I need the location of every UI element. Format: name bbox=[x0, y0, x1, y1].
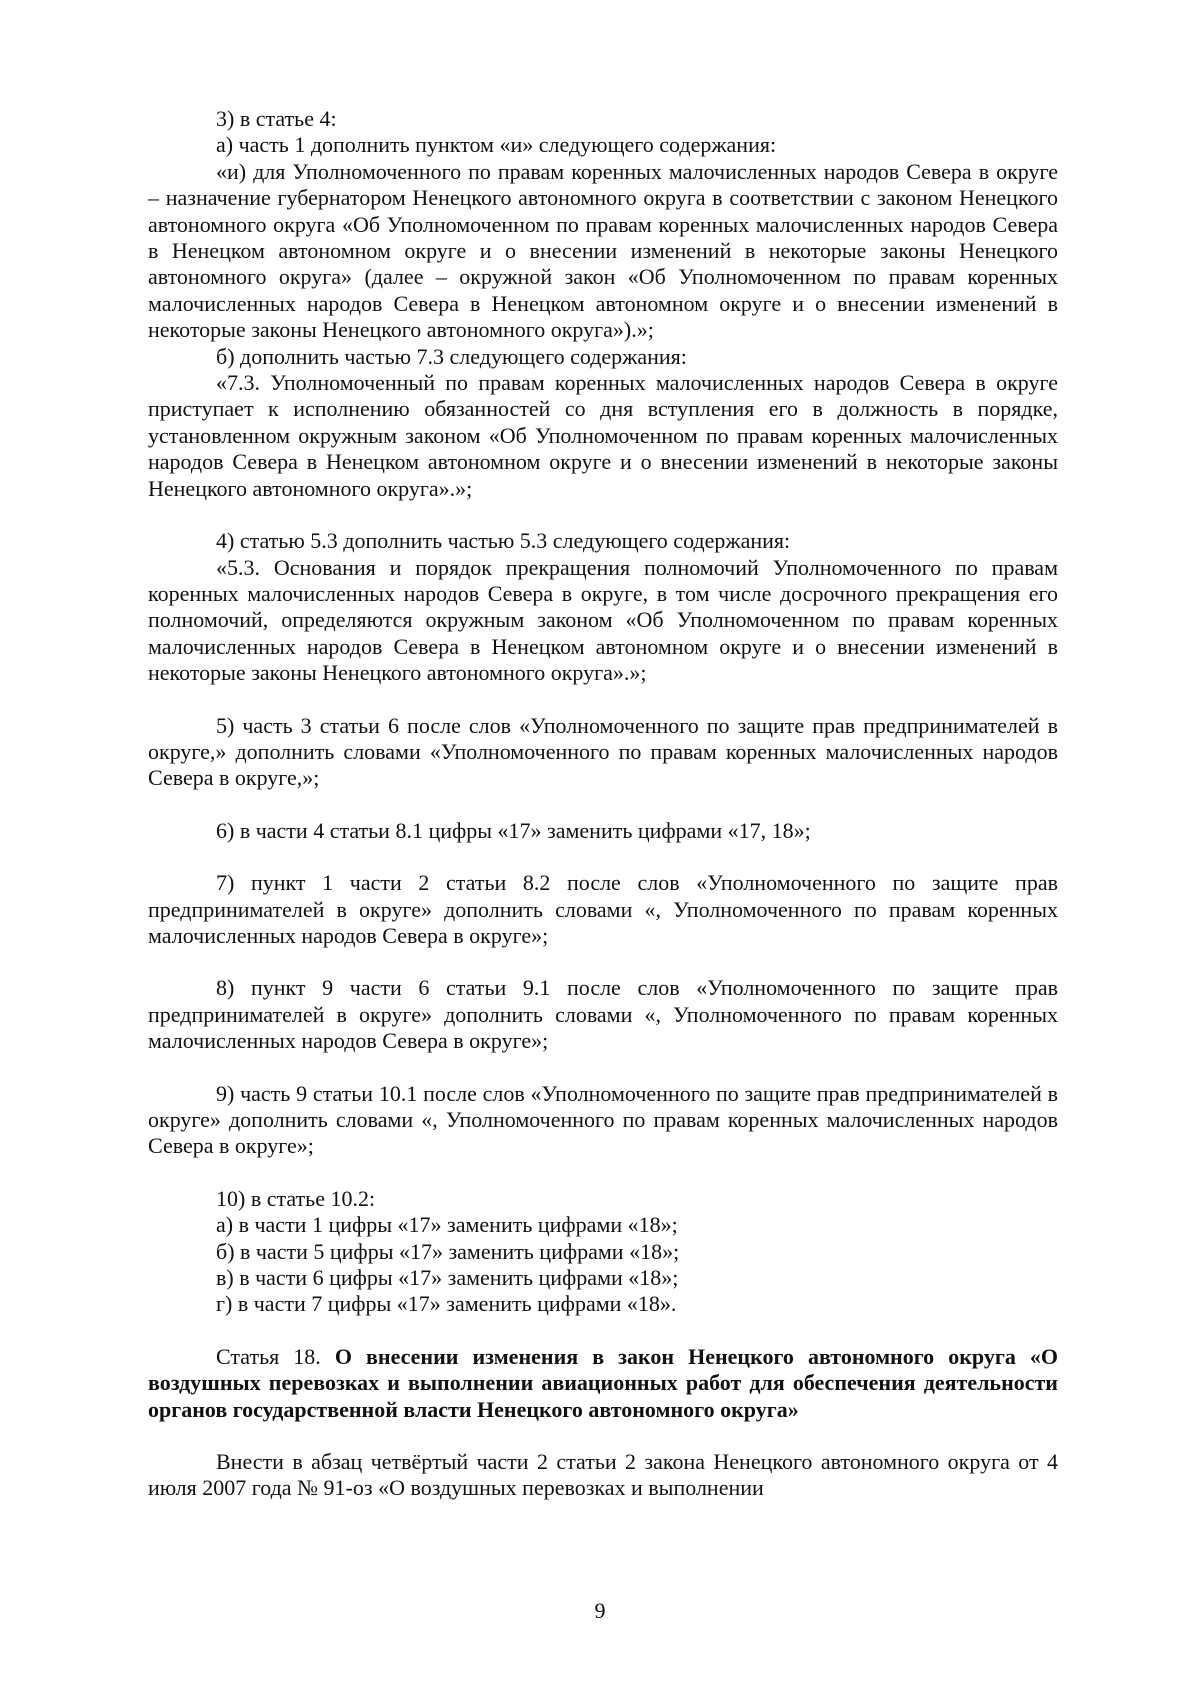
item-3a: а) часть 1 дополнить пунктом «и» следующего содержания: bbox=[216, 132, 777, 158]
item-5: 5) часть 3 статьи 6 после слов «Уполномоченного по защите прав предпринимателей в округе,» дополнить словами «Уполномоченного по правам коренных малочисленных народов Севера в округе,»; bbox=[148, 712, 1058, 791]
item-4: 4) статью 5.3 дополнить частью 5.3 следующего содержания: bbox=[216, 528, 791, 554]
item-10-heading: 10) в статье 10.2: bbox=[216, 1185, 376, 1211]
article-heading bbox=[148, 1344, 1058, 1423]
item-4-quote: «5.3. Основания и порядок прекращения полномочий Уполномоченного по правам коренных малочисленных народов Севера в округе, в том числе досрочного прекращения его полномочий, определяются окружным законом «Об Уполномоченном по правам коренных малочисленных народов Севера в Ненецком автономном округе и о внесении изменений в некоторые законы Ненецкого автономного округа».»; bbox=[148, 554, 1058, 686]
item-3b: б) дополнить частью 7.3 следующего содержания: bbox=[216, 343, 687, 369]
article-number: Статья 18. bbox=[216, 1343, 321, 1369]
item-3b-quote: «7.3. Уполномоченный по правам коренных малочисленных народов Севера в округе приступает к исполнению обязанностей со дня вступления его в должность в порядке, установленном окружным законом «Об Уполномоченном по правам коренных малочисленных народов Севера в Ненецком автономном округе и о внесении изменений в некоторые законы Ненецкого автономного округа».»; bbox=[148, 370, 1058, 501]
item-7: 7) пункт 1 части 2 статьи 8.2 после слов «Уполномоченного по защите прав предпринимателей в округе» дополнить словами «, Уполномоченного по правам коренных малочисленных народов Севера в округе»; bbox=[148, 870, 1058, 948]
article-body: Внести в абзац четвёртый части 2 статьи 2 закона Ненецкого автономного округа от 4 июля 2007 года № 91-оз «О воздушных перевозках и выполнении bbox=[148, 1449, 1058, 1501]
item-6: 6) в части 4 статьи 8.1 цифры «17» заменить цифрами «17, 18»; bbox=[216, 817, 811, 843]
item-8: 8) пункт 9 части 6 статьи 9.1 после слов «Уполномоченного по защите прав предпринимателей в округе» дополнить словами «, Уполномоченного по правам коренных малочисленных народов Севера в округе»; bbox=[148, 975, 1058, 1054]
item-3-heading: 3) в статье 4: bbox=[216, 106, 337, 131]
document-body bbox=[148, 106, 1058, 1502]
item-10d: г) в части 7 цифры «17» заменить цифрами «18». bbox=[216, 1291, 677, 1317]
article-title: О внесении изменения в закон Ненецкого автономного округа «О воздушных перевозках и выполнении авиационных работ для обеспечения деятельности органов государственной власти Ненецкого автономного округа» bbox=[148, 1343, 1059, 1422]
page-number: 9 bbox=[594, 1598, 606, 1623]
item-10b: б) в части 5 цифры «17» заменить цифрами «18»; bbox=[216, 1238, 680, 1264]
item-10c: в) в части 6 цифры «17» заменить цифрами «18»; bbox=[216, 1265, 679, 1291]
item-9: 9) часть 9 статьи 10.1 после слов «Уполномоченного по защите прав предпринимателей в округе» дополнить словами «, Уполномоченного по правам коренных малочисленных народов Севера в округе»; bbox=[148, 1080, 1058, 1159]
item-3a-quote: «и) для Уполномоченного по правам коренных малочисленных народов Севера в округе – назначение губернатором Ненецкого автономного округа в соответствии с законом Ненецкого автономного округа «Об Уполномоченном по правам коренных малочисленных народов Севера в Ненецком автономном округе и о внесении изменений в некоторые законы Ненецкого автономного округа» (далее – окружной закон «Об Уполномоченном по правам коренных малочисленных народов Севера в Ненецком автономном округе и о внесении изменений в некоторые законы Ненецкого автономного округа»).»; bbox=[148, 158, 1058, 343]
item-10a: а) в части 1 цифры «17» заменить цифрами «18»; bbox=[216, 1212, 678, 1238]
